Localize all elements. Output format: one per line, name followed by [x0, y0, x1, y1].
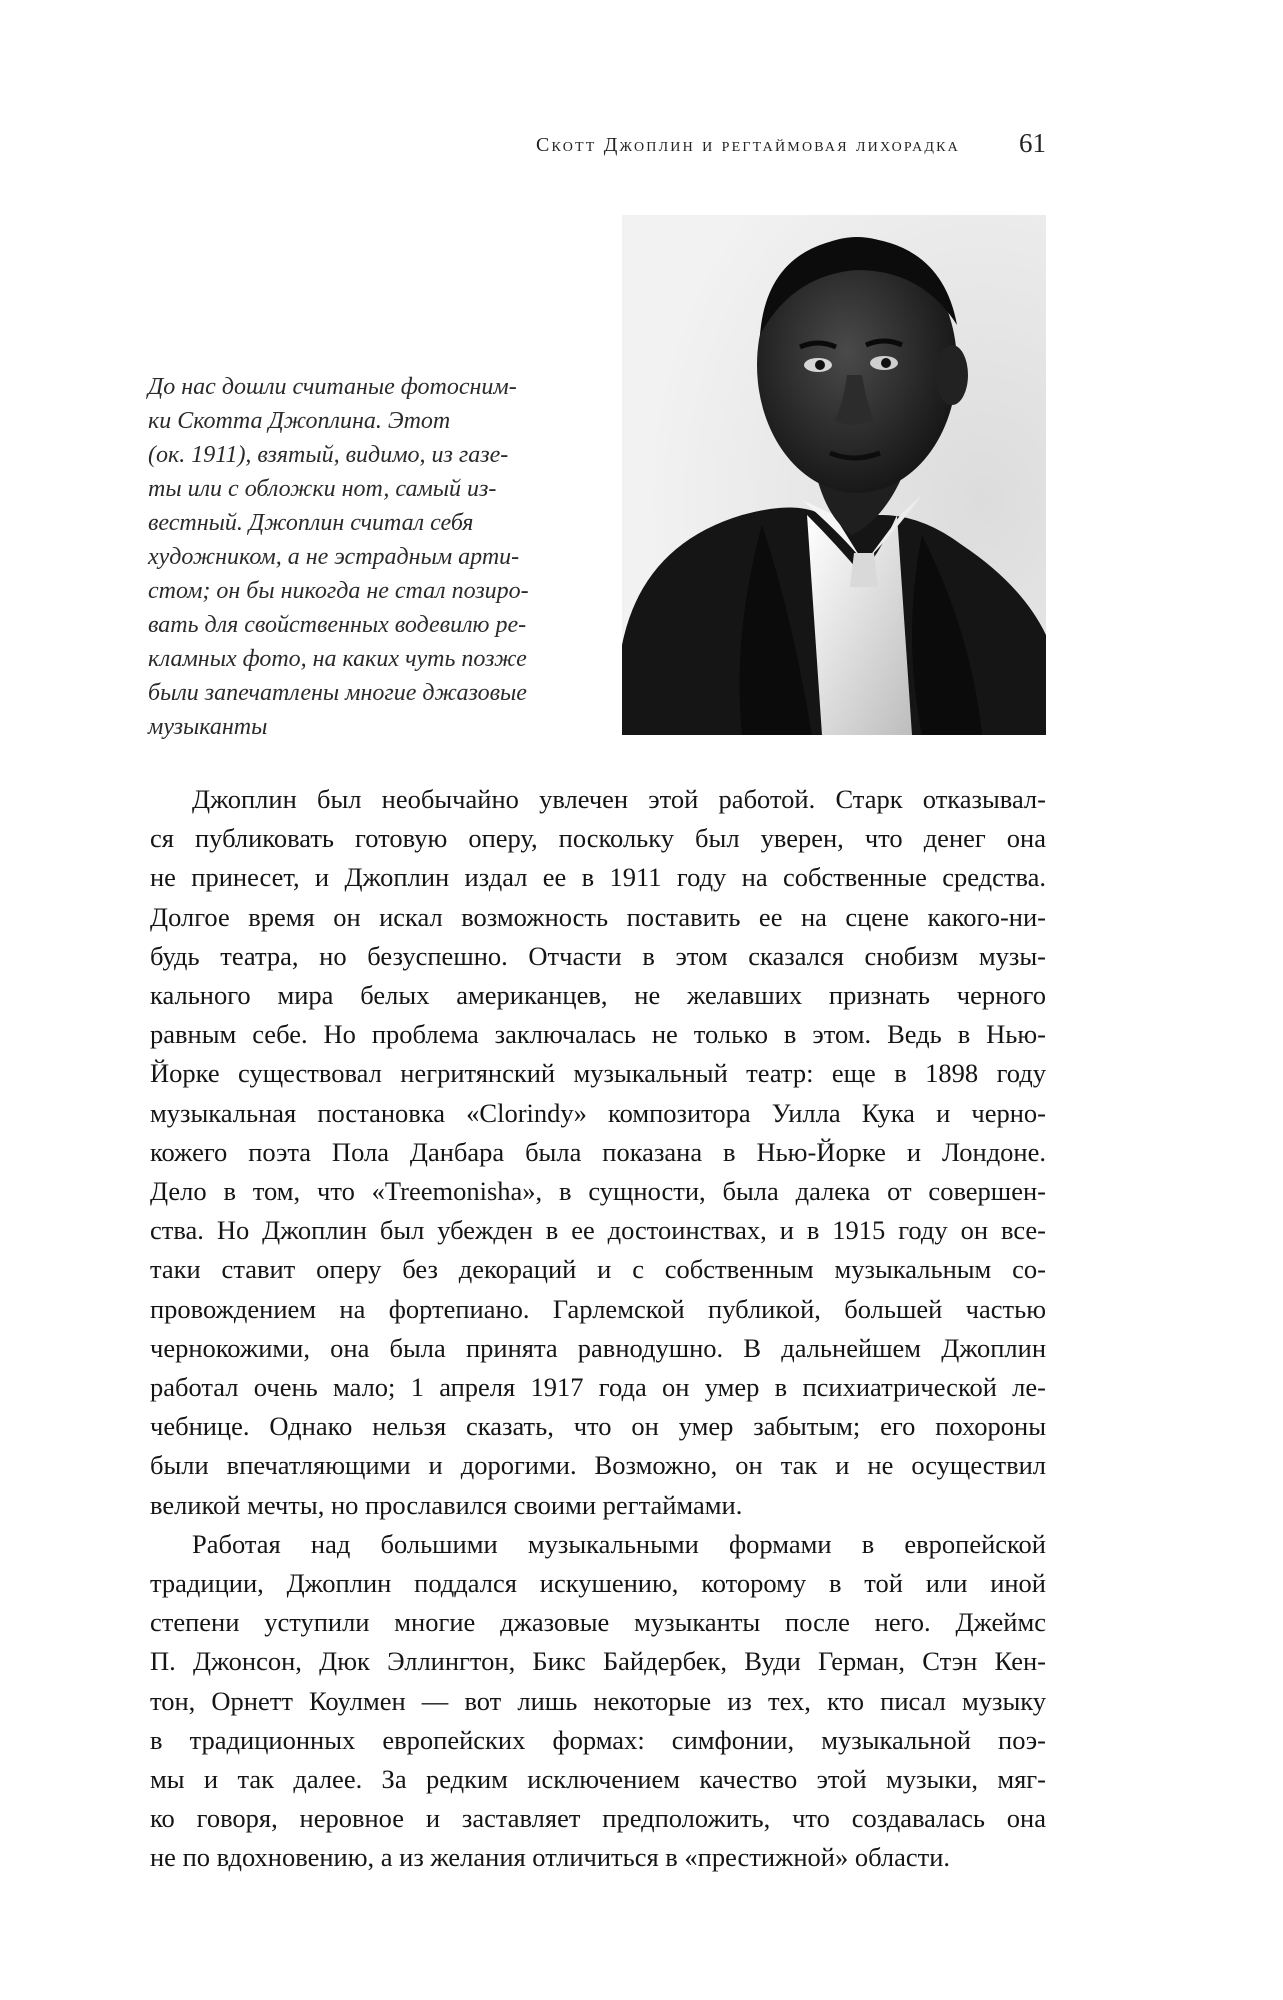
text-line: не по вдохновению, а из желания отличиться в «престижной» области. — [150, 1842, 951, 1873]
caption-line: До нас дошли считаные фотосним- — [148, 374, 517, 400]
text-line: тон, Орнетт Коулмен — вот лишь некоторые из тех, кто писал музыку — [150, 1685, 1046, 1716]
running-title: Скотт Джоплин и регтаймовая лихорадка — [535, 134, 960, 156]
text-line: не принесет, и Джоплин издал ее в 1911 году на собственные средства. — [150, 862, 1046, 893]
text-line: были впечатляющими и дорогими. Возможно, он так и не осуществил — [150, 1450, 1046, 1481]
text-line: в традиционных европейских формах: симфонии, музыкальной поэ- — [150, 1724, 1046, 1755]
text-line: работал очень мало; 1 апреля 1917 года он умер в психиатрической ле- — [150, 1372, 1046, 1403]
text-line: чернокожими, она была принята равнодушно. В дальнейшем Джоплин — [150, 1332, 1046, 1363]
text-line: мы и так далее. За редким исключением качество этой музыки, мяг- — [150, 1764, 1046, 1795]
text-line: Дело в том, что «Treemonisha», в сущности, была далека от совершен- — [150, 1176, 1046, 1207]
caption-line: вать для свойственных водевилю ре- — [148, 612, 527, 638]
caption-line: музыканты — [148, 714, 268, 740]
text-line: ства. Но Джоплин был убежден в ее достоинствах, и в 1915 году он все- — [150, 1215, 1046, 1246]
caption-line: (ок. 1911), взятый, видимо, из газе- — [148, 442, 509, 468]
body-text — [150, 780, 1046, 1878]
running-head — [150, 128, 1046, 168]
text-line: будь театра, но безуспешно. Отчасти в этом сказался снобизм музы- — [150, 940, 1046, 971]
caption-line: художником, а не эстрадным арти- — [148, 544, 520, 570]
photo-caption — [148, 370, 588, 744]
text-line: музыкальная постановка «Clorindy» композитора Уилла Кука и черно- — [150, 1097, 1046, 1128]
text-line: таки ставит оперу без декораций и с собственным музыкальным со- — [150, 1254, 1046, 1285]
text-line: Джоплин был необычайно увлечен этой работой. Старк отказывал- — [192, 784, 1046, 814]
caption-line: ки Скотта Джоплина. Этот — [148, 408, 451, 434]
page-number: 61 — [1019, 128, 1046, 158]
text-line: кального мира белых американцев, не желавших признать черного — [150, 980, 1046, 1011]
text-line: степени уступили многие джазовые музыканты после него. Джеймс — [150, 1607, 1046, 1638]
text-line: кожего поэта Пола Данбара была показана в Нью-Йорке и Лондоне. — [150, 1136, 1046, 1167]
portrait-illustration — [622, 215, 1046, 735]
text-line: Йорке существовал негритянский музыкальный театр: еще в 1898 году — [150, 1058, 1046, 1089]
caption-line: вестный. Джоплин считал себя — [148, 510, 474, 536]
portrait-photo — [622, 215, 1046, 735]
text-line: Работая над большими музыкальными формами в европейской — [192, 1528, 1046, 1559]
text-line: чебнице. Однако нельзя сказать, что он умер забытым; его похороны — [150, 1411, 1046, 1442]
text-line: П. Джонсон, Дюк Эллингтон, Бикс Байдербек, Вуди Герман, Стэн Кен- — [150, 1646, 1046, 1677]
text-line: ся публиковать готовую оперу, поскольку был уверен, что денег она — [150, 823, 1046, 854]
caption-line: ты или с обложки нот, самый из- — [148, 476, 497, 502]
text-line: великой мечты, но прославился своими регтаймами. — [150, 1489, 743, 1520]
caption-line: были запечатлены многие джазовые — [148, 680, 527, 706]
text-line: Долгое время он искал возможность поставить ее на сцене какого-ни- — [150, 901, 1046, 932]
text-line: провождением на фортепиано. Гарлемской публикой, большей частью — [150, 1293, 1046, 1324]
text-line: равным себе. Но проблема заключалась не только в этом. Ведь в Нью- — [150, 1019, 1046, 1050]
text-line: ко говоря, неровное и заставляет предположить, что создавалась она — [150, 1803, 1046, 1834]
text-line: традиции, Джоплин поддался искушению, которому в той или иной — [150, 1568, 1046, 1599]
caption-line: стом; он бы никогда не стал позиро- — [148, 578, 529, 604]
caption-line: кламных фото, на каких чуть позже — [148, 646, 527, 672]
